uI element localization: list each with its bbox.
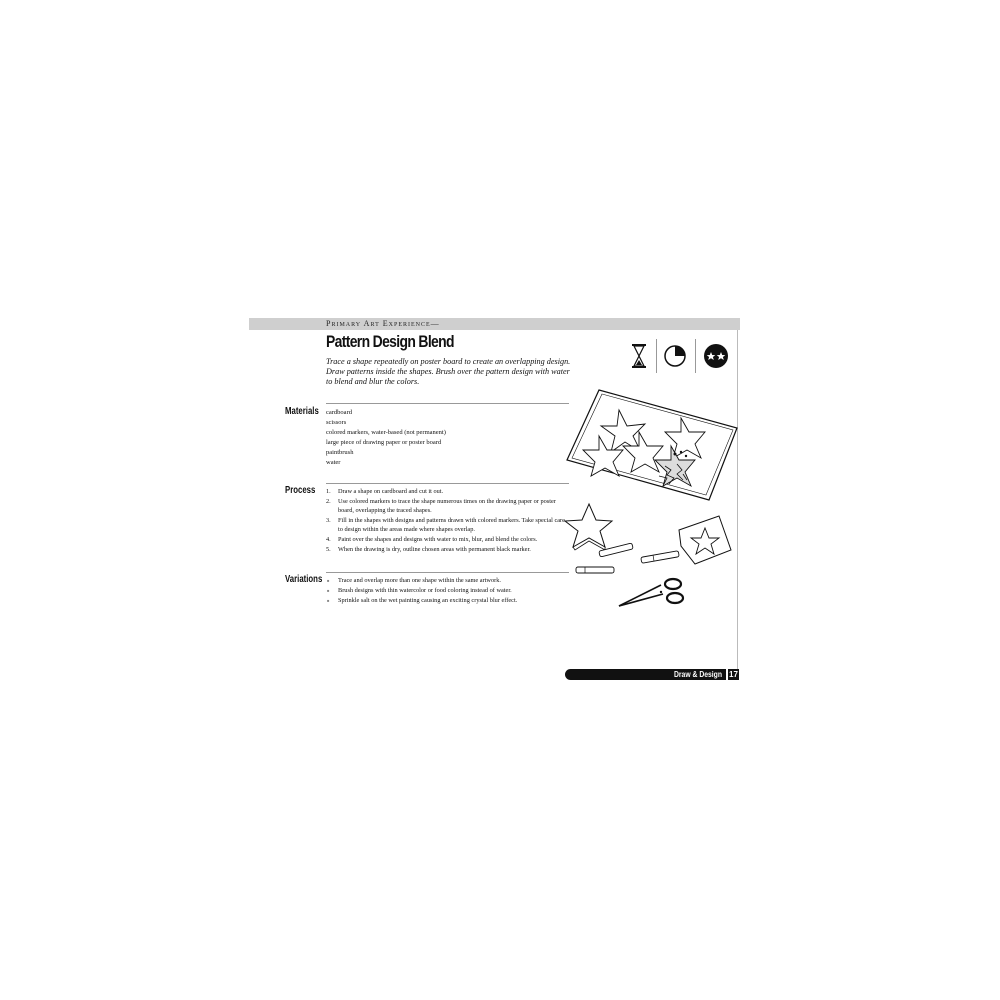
header-band [249, 318, 740, 330]
list-item: ■ Sprinkle salt on the wet painting causing an exciting crystal blur effect. [326, 596, 571, 606]
list-item: ■ Trace and overlap more than one shape within the same artwork. [326, 576, 571, 586]
list-item: ■ Brush designs with thin watercolor or food coloring instead of water. [326, 586, 571, 596]
step-number: 4. [326, 535, 331, 543]
materials-label: Materials [285, 406, 319, 417]
footer-section-title: Draw & Design [674, 669, 722, 679]
book-page [249, 318, 740, 684]
scissors-icon [619, 579, 683, 606]
list-item: scissors [326, 419, 347, 426]
list-item: paintbrush [326, 449, 354, 456]
icon-divider [656, 339, 657, 373]
section-rule [326, 403, 569, 404]
step-text: When the drawing is dry, outline chosen areas with permanent black marker. [338, 545, 531, 553]
step-text: Draw a shape on cardboard and cut it out. [338, 488, 444, 495]
quarter-clock-icon [663, 344, 687, 368]
step-text: Fill in the shapes with designs and patterns drawn with colored markers. Take special care to design within the areas made where shapes overlap. [338, 516, 565, 534]
section-rule [326, 572, 569, 573]
variations-list [326, 576, 571, 606]
cardboard-scrap-with-star-hole [679, 516, 731, 564]
hourglass-icon [629, 343, 649, 369]
marker-icon [576, 543, 679, 573]
process-steps [326, 487, 571, 554]
list-item [326, 497, 571, 516]
section-rule [326, 483, 569, 484]
list-item [326, 516, 571, 535]
step-text: Paint over the shapes and designs with water to mix, blur, and blend the colors. [338, 535, 538, 543]
poster-board-drawing [567, 390, 737, 500]
activity-illustration [559, 388, 739, 618]
series-label: Primary Art Experience— [326, 319, 440, 328]
list-item [326, 545, 571, 555]
page-number: 17 [729, 670, 738, 679]
section-footer [565, 669, 726, 680]
activity-intro: Trace a shape repeatedly on poster board to create an overlapping design. Draw patterns inside the shapes. Brush over the pattern design with water to blend and blur the colors. [326, 357, 571, 386]
cardboard-star-cutout [565, 504, 612, 550]
list-item [326, 535, 571, 545]
step-number: 5. [326, 545, 331, 553]
activity-title: Pattern Design Blend [326, 332, 454, 351]
two-stars-icon [703, 343, 729, 369]
step-number: 1. [326, 488, 331, 495]
activity-icons [629, 339, 729, 373]
list-item: water [326, 459, 341, 466]
variations-label: Variations [285, 574, 323, 585]
list-item: colored markers, water-based (not permanent) [326, 429, 446, 436]
list-item: cardboard [326, 409, 352, 416]
step-text: Use colored markers to trace the shape numerous times on the drawing paper or poster board, overlapping the traced shapes. [338, 497, 556, 515]
list-item [326, 487, 571, 497]
materials-list [326, 408, 446, 468]
icon-divider [695, 339, 696, 373]
step-number: 3. [326, 516, 331, 524]
step-number: 2. [326, 497, 331, 505]
process-label: Process [285, 485, 316, 496]
list-item: large piece of drawing paper or poster board [326, 439, 442, 446]
